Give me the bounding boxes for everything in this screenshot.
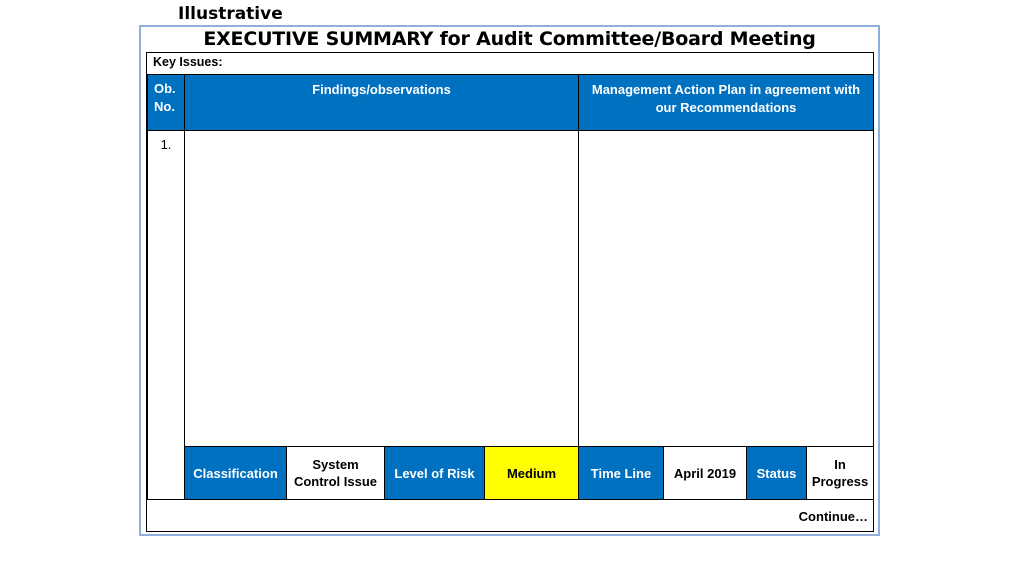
key-issues-label: Key Issues: [153, 55, 453, 73]
header-management-action-plan: Management Action Plan in agreement with our Recommendations [578, 74, 874, 131]
status-value: In Progress [806, 446, 874, 500]
timeline-label: Time Line [578, 446, 664, 500]
header-findings: Findings/observations [184, 74, 579, 131]
classification-value: System Control Issue [286, 446, 385, 500]
continue-label: Continue… [147, 500, 868, 531]
summary-table [146, 52, 874, 532]
risk-level-label: Level of Risk [384, 446, 485, 500]
illustrative-label: Illustrative [178, 4, 283, 24]
status-label: Status [746, 446, 807, 500]
timeline-value: April 2019 [663, 446, 747, 500]
header-ob-no-text: Ob. No. [154, 81, 176, 114]
header-ob-no [147, 74, 185, 131]
management-action-cell[interactable] [578, 130, 874, 447]
findings-cell[interactable] [184, 130, 579, 447]
row-number-text: 1. [160, 137, 172, 152]
risk-level-value: Medium [484, 446, 579, 500]
page-title: EXECUTIVE SUMMARY for Audit Committee/Board Meeting [203, 28, 816, 50]
row-number [147, 130, 185, 500]
classification-label: Classification [184, 446, 287, 500]
